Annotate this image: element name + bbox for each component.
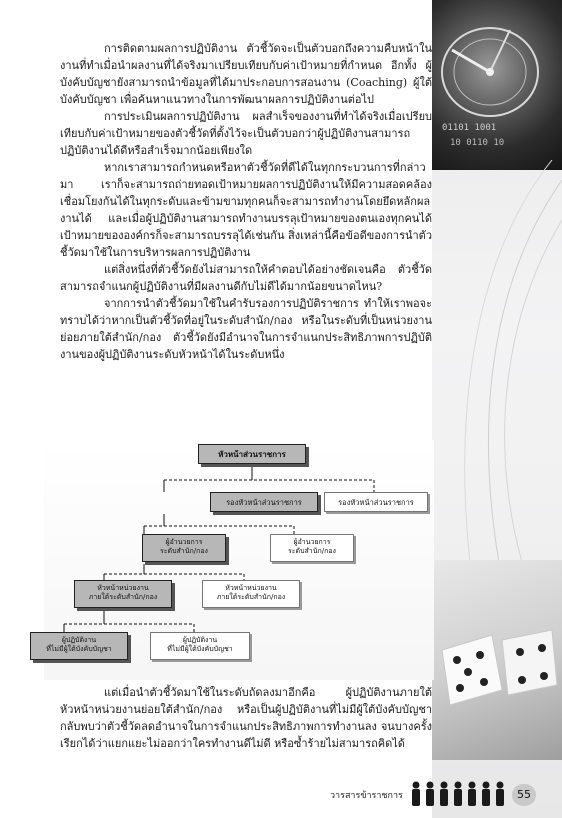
org-box-director-left: ผู้อำนวยการ ระดับสำนัก/กอง [142, 534, 226, 562]
article-body-bottom [60, 684, 432, 752]
article-body [60, 40, 432, 363]
org-box-deputy-right: รองหัวหน้าส่วนราชการ [324, 492, 428, 512]
svg-text:10 0110 10: 10 0110 10 [450, 138, 505, 148]
paragraph: แต่เมื่อนำตัวชี้วัดมาใช้ในระดับถัดลงมาอีกคือ ผู้ปฏิบัติงานภายใต้หัวหน้าหน่วยงานย่อยใต้สำนัก/กอง หรือเป็นผู้ปฏิบัติงานที่ไม่มีผู้ใต้บังคับบัญชา กลับพบว่าตัวชี้วัดลดอำนาจในการจำแนกประสิทธิภาพการทำงานลง จนบางครั้งเรียกได้ว่าแยกแยะไม่ออกว่าใครทำงานดีไม่ดี หรือซ้ำร้ายไม่สามารถคิดได้ [60, 686, 432, 750]
svg-text:01101 1001: 01101 1001 [442, 123, 497, 133]
paragraph: การติดตามผลการปฏิบัติงาน ตัวชี้วัดจะเป็นตัวบอกถึงความคืบหน้าในงานที่ทำเมื่อนำผลงานที่ได้จริงมาเปรียบเทียบกับค่าเป้าหมายที่กำหนด อีกทั้ง ผู้บังคับบัญชายังสามารถนำข้อมูลที่ได้มาประกอบการสอนงาน (Coaching) ผู้ใต้บังคับบัญชา เพื่อค้นหาแนวทางในการพัฒนาผลการปฏิบัติงานต่อไป [60, 42, 432, 106]
clock-binary-image [432, 0, 562, 170]
decorative-curves [432, 160, 562, 580]
org-box-unit-right: หัวหน้าหน่วยงาน ภายใต้ระดับสำนัก/กอง [202, 580, 300, 608]
org-box-staff-right: ผู้ปฏิบัติงาน ที่ไม่มีผู้ใต้บังคับบัญชา [150, 632, 250, 660]
paragraph: แต่สิ่งหนึ่งที่ตัวชี้วัดยังไม่สามารถให้คำตอบได้อย่างชัดเจนคือ ตัวชี้วัดสามารถจำแนกผู้ปฏิบัติงานที่มีผลงานดีกับไม่ดีได้มากน้อยขนาดไหน? [60, 263, 432, 293]
org-box-head: หัวหน้าส่วนราชการ [198, 444, 306, 464]
decorative-side-panel [432, 0, 562, 818]
dice-image [432, 560, 562, 760]
org-box-deputy-left: รองหัวหน้าส่วนราชการ [210, 492, 318, 512]
org-box-staff-left: ผู้ปฏิบัติงาน ที่ไม่มีผู้ใต้บังคับบัญชา [30, 632, 128, 660]
org-chart [44, 440, 434, 680]
people-silhouettes-icon [408, 780, 508, 813]
paragraph: จากการนำตัวชี้วัดมาใช้ในคำรับรองการปฏิบัติราชการ ทำให้เราพอจะทราบได้ว่าหากเป็นตัวชี้วัดที่อยู่ในระดับสำนัก/กอง หรือในระดับที่เป็นหน่วยงานย่อยภายใต้สำนัก/กอง ตัวชี้วัดยังมีอำนาจในการจำแนกประสิทธิภาพการปฏิบัติงานของผู้ปฏิบัติงานระดับหัวหน้าได้ในระดับหนึ่ง [60, 297, 432, 361]
paragraph: หากเราสามารถกำหนดหรือหาตัวชี้วัดที่ดีได้ในทุกกระบวนการที่กล่าวมา เราก็จะสามารถถ่ายทอดเป้าหมายผลการปฏิบัติงานให้มีความสอดคล้องเชื่อมโยงกันได้ในทุกระดับและข้ามขามทุกคนก็จะสามารถทำงานโดยยึดหลักผลงานได้ และเมื่อผู้ปฏิบัติงานสามารถทำงานบรรลุเป้าหมายของตนเองทุกคนได้ เป้าหมายขององค์กรก็จะสามารถบรรลุได้เช่นกัน สิ่งเหล่านี้คือข้อดีของการนำตัวชี้วัดมาใช้ในการบริหารผลการปฏิบัติงาน [60, 161, 433, 259]
org-box-unit-left: หัวหน้าหน่วยงาน ภายใต้ระดับสำนัก/กอง [74, 580, 172, 608]
page-number: 55 [512, 784, 536, 806]
paragraph: การประเมินผลการปฏิบัติงาน ผลสำเร็จของงานที่ทำได้จริงเมื่อเปรียบเทียบกับค่าเป้าหมายของตัวชี้วัดที่ตั้งไว้จะเป็นตัวบอกว่าผู้ปฏิบัติงานสามารถปฏิบัติงานได้ดีหรือสำเร็จมากน้อยเพียงใด [60, 110, 432, 157]
org-box-director-right: ผู้อำนวยการ ระดับสำนัก/กอง [270, 534, 354, 562]
journal-title: วารสารข้าราชการ [330, 791, 403, 801]
page-footer [330, 776, 550, 812]
